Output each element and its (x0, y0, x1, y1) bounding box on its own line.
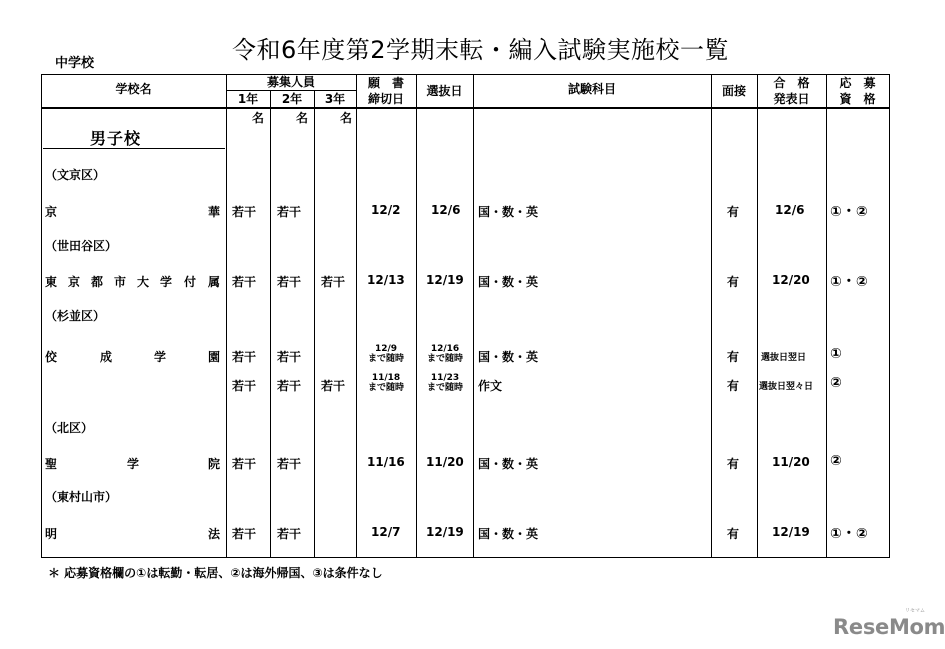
grade-1-count: 若干 (232, 457, 257, 471)
school-name-char: 学 (127, 457, 140, 471)
deadline-date: 12/13 (367, 273, 405, 287)
document-title: 令和6年度第2学期末転・編入試験実施校一覧 (232, 36, 730, 64)
selection-date: 11/23 (430, 373, 460, 383)
grade-1-count: 若干 (232, 379, 257, 393)
region-higashimurayama: （東村山市） (45, 490, 118, 504)
col-border (757, 74, 758, 558)
col-border (416, 74, 417, 558)
deadline-note: まで随時 (367, 354, 404, 364)
selection-note: まで随時 (426, 354, 463, 364)
qualification: ② (830, 375, 842, 391)
col-border (226, 74, 227, 558)
school-name-char: 聖 (45, 457, 58, 471)
deadline-date: 12/9 (374, 344, 398, 354)
grade-2-count: 若干 (277, 205, 302, 219)
school-name-char: 都 (91, 275, 104, 289)
qualification: ①・② (830, 204, 868, 220)
school-name-char: 大 (137, 275, 150, 289)
school-name-char: 付 (184, 275, 197, 289)
exam-subjects: 国・数・英 (478, 457, 539, 471)
section-underline (43, 148, 225, 149)
grade-2-count: 若干 (277, 275, 302, 289)
qualification: ①・② (830, 274, 868, 290)
interview-flag: 有 (727, 527, 740, 541)
grade-3-count: 若干 (321, 379, 346, 393)
grade-2-count: 若干 (277, 379, 302, 393)
school-name-char: 園 (208, 350, 221, 364)
resemom-logo: ReseMom (833, 615, 945, 639)
school-name-char: 属 (208, 275, 221, 289)
selection-date: 12/16 (430, 344, 460, 354)
deadline-date: 12/7 (371, 525, 401, 539)
school-name-char: 佼 (45, 350, 58, 364)
header-school-name: 学校名 (115, 82, 152, 96)
header-deadline-line2: 締切日 (367, 92, 404, 106)
col-border (826, 74, 827, 558)
exam-subjects: 国・数・英 (478, 527, 539, 541)
header-deadline-line1: 願 書 (367, 76, 404, 90)
school-name-char: 京 (68, 275, 81, 289)
table-top-border (41, 74, 890, 75)
school-name-char: 学 (154, 350, 167, 364)
col-border (270, 90, 271, 558)
school-name-char: 学 (160, 275, 173, 289)
grade-1-count: 若干 (232, 205, 257, 219)
header-subjects: 試験科目 (567, 82, 616, 96)
header-selection-date: 選抜日 (426, 84, 463, 98)
school-level-label: 中学校 (55, 56, 95, 71)
selection-date: 11/20 (426, 455, 464, 469)
unit-label-grade-1: 名 (252, 111, 265, 125)
interview-flag: 有 (727, 379, 740, 393)
header-recruit: 募集人員 (266, 75, 315, 89)
result-date: 11/20 (772, 455, 810, 469)
resemom-logo-kana: リセマム (905, 608, 925, 614)
grade-3-count: 若干 (321, 275, 346, 289)
exam-subjects: 作文 (478, 379, 503, 393)
unit-label-grade-2: 名 (296, 111, 309, 125)
interview-flag: 有 (727, 350, 740, 364)
result-date: 12/19 (772, 525, 810, 539)
exam-subjects: 国・数・英 (478, 350, 539, 364)
header-interview: 面接 (721, 84, 746, 98)
selection-date: 12/19 (426, 525, 464, 539)
deadline-date: 11/16 (367, 455, 405, 469)
result-date: 12/20 (772, 273, 810, 287)
qualification: ①・② (830, 526, 868, 542)
selection-date: 12/19 (426, 273, 464, 287)
exam-subjects: 国・数・英 (478, 275, 539, 289)
school-name-char: 東 (45, 275, 58, 289)
table-bottom-border (41, 557, 890, 558)
school-name-char: 法 (208, 527, 221, 541)
col-border (473, 74, 474, 558)
deadline-date: 11/18 (371, 373, 401, 383)
col-border (41, 74, 42, 558)
qualification: ② (830, 453, 842, 469)
grade-1-count: 若干 (232, 275, 257, 289)
exam-subjects: 国・数・英 (478, 205, 539, 219)
header-grade-3: 3年 (324, 92, 346, 106)
header-result-line1: 合 格 (773, 76, 810, 90)
header-grade-1: 1年 (237, 92, 259, 106)
deadline-date: 12/2 (371, 203, 401, 217)
region-kita: （北区） (45, 421, 94, 435)
section-boys-school: 男子校 (90, 129, 142, 148)
school-name-char: 院 (208, 457, 221, 471)
selection-date: 12/6 (431, 203, 461, 217)
result-date: 選抜日翌々日 (759, 382, 814, 392)
region-bunkyo: （文京区） (45, 168, 106, 182)
region-suginami: （杉並区） (45, 309, 106, 323)
school-name-char: 京 (45, 205, 58, 219)
interview-flag: 有 (727, 275, 740, 289)
grade-2-count: 若干 (277, 527, 302, 541)
region-setagaya: （世田谷区） (45, 239, 118, 253)
deadline-note: まで随時 (367, 383, 404, 393)
col-border (889, 74, 890, 558)
grade-1-count: 若干 (232, 350, 257, 364)
col-border (314, 90, 315, 558)
result-date: 選抜日翌日 (761, 353, 807, 363)
school-name-char: 成 (100, 350, 113, 364)
result-date: 12/6 (775, 203, 805, 217)
qualification: ① (830, 346, 842, 362)
footnote: ＊ 応募資格欄の①は転勤・転居、②は海外帰国、③は条件なし (48, 566, 383, 580)
school-name-char: 明 (45, 527, 58, 541)
grade-2-count: 若干 (277, 457, 302, 471)
interview-flag: 有 (727, 457, 740, 471)
col-border (356, 74, 357, 558)
grade-1-count: 若干 (232, 527, 257, 541)
header-result-line2: 発表日 (773, 92, 810, 106)
grade-2-count: 若干 (277, 350, 302, 364)
school-name-char: 市 (114, 275, 127, 289)
header-bottom-border (41, 107, 890, 109)
selection-note: まで随時 (426, 383, 463, 393)
recruit-subheader-line (226, 90, 356, 91)
col-border (711, 74, 712, 558)
interview-flag: 有 (727, 205, 740, 219)
school-name-char: 華 (208, 205, 221, 219)
header-qualification-line2: 資 格 (839, 92, 876, 106)
header-qualification-line1: 応 募 (839, 76, 876, 90)
unit-label-grade-3: 名 (340, 111, 353, 125)
header-grade-2: 2年 (281, 92, 303, 106)
